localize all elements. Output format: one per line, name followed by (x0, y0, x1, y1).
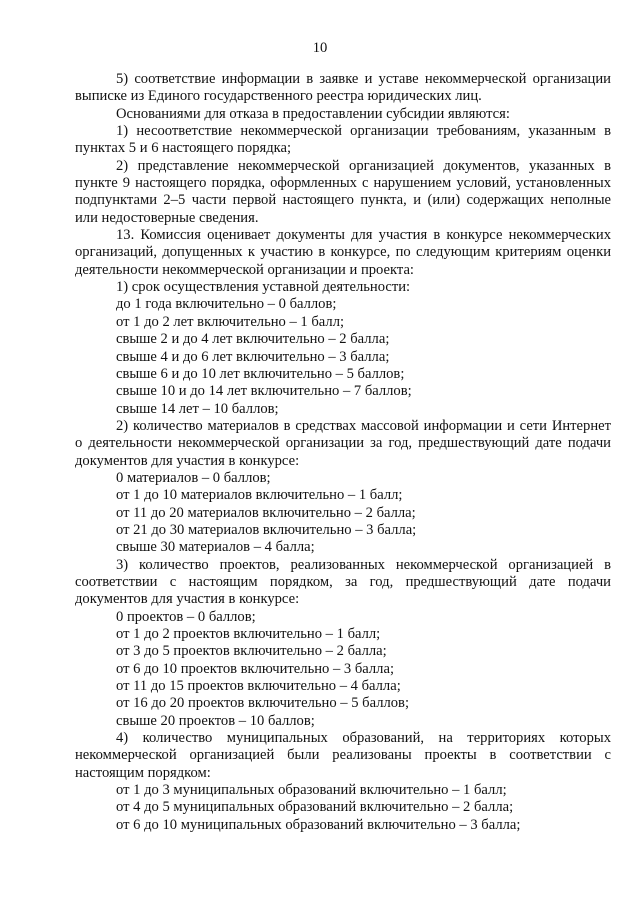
list-item: от 6 до 10 муниципальных образований включительно – 3 балла; (116, 816, 521, 833)
list-item: от 3 до 5 проектов включительно – 2 балла; (116, 643, 387, 660)
list-item: до 1 года включительно – 0 баллов; (116, 296, 337, 313)
list-item: 1) срок осуществления уставной деятельности: (116, 279, 411, 296)
page-number: 10 (312, 40, 328, 56)
paragraph: 2) представление некоммерческой организацией документов, указанных в пункте 9 настоящего порядка, оформленных с нарушением условий, установленных подпунктами 2–5 части первой настоящего пункта, и (или) содержащих неполные или недостоверные сведения. (75, 157, 611, 226)
paragraph: 13. Комиссия оценивает документы для участия в конкурсе некоммерческих организаций, допущенных к участию в конкурсе, по следующим критериям оценки деятельности некоммерческой организации и проекта: (75, 227, 611, 278)
paragraph: 3) количество проектов, реализованных некоммерческой организацией в соответствии с настоящим порядком, за год, предшествующий дате подачи документов для участия в конкурсе: (75, 556, 611, 608)
paragraph: 5) соответствие информации в заявке и уставе некоммерческой организации выписке из Единого государственного реестра юридических лиц. (75, 71, 611, 105)
list-item: свыше 14 лет – 10 баллов; (116, 400, 279, 417)
list-item: свыше 10 и до 14 лет включительно – 7 баллов; (116, 383, 412, 400)
list-item: от 1 до 2 лет включительно – 1 балл; (116, 313, 345, 330)
list-item: свыше 4 и до 6 лет включительно – 3 балла; (116, 348, 390, 365)
list-item: свыше 6 и до 10 лет включительно – 5 баллов; (116, 365, 405, 382)
list-item: свыше 20 проектов – 10 баллов; (116, 712, 315, 729)
list-item: от 1 до 10 материалов включительно – 1 балл; (116, 487, 403, 504)
list-item: от 11 до 15 проектов включительно – 4 балла; (116, 678, 401, 695)
document-body (75, 71, 611, 834)
list-item: от 16 до 20 проектов включительно – 5 баллов; (116, 695, 410, 712)
paragraph: 1) несоответствие некоммерческой организации требованиям, указанным в пунктах 5 и 6 настоящего порядка; (75, 123, 611, 157)
paragraph: 2) количество материалов в средствах массовой информации и сети Интернет о деятельности некоммерческой организации за год, предшествующий дате подачи документов для участия в конкурсе: (75, 417, 611, 469)
list-item: 0 материалов – 0 баллов; (116, 469, 271, 486)
list-item: от 6 до 10 проектов включительно – 3 балла; (116, 660, 394, 677)
list-item: от 11 до 20 материалов включительно – 2 балла; (116, 504, 416, 521)
list-item: от 1 до 3 муниципальных образований включительно – 1 балл; (116, 782, 507, 799)
paragraph: 4) количество муниципальных образований, на территориях которых некоммерческой организацией были реализованы проекты в соответствии с настоящим порядком: (75, 730, 611, 781)
list-item: Основаниями для отказа в предоставлении субсидии являются: (116, 105, 510, 122)
list-item: свыше 30 материалов – 4 балла; (116, 539, 315, 556)
list-item: от 21 до 30 материалов включительно – 3 балла; (116, 521, 417, 538)
list-item: 0 проектов – 0 баллов; (116, 608, 256, 625)
list-item: свыше 2 и до 4 лет включительно – 2 балла; (116, 331, 390, 348)
list-item: от 1 до 2 проектов включительно – 1 балл; (116, 626, 381, 642)
list-item: от 4 до 5 муниципальных образований включительно – 2 балла; (116, 799, 514, 816)
